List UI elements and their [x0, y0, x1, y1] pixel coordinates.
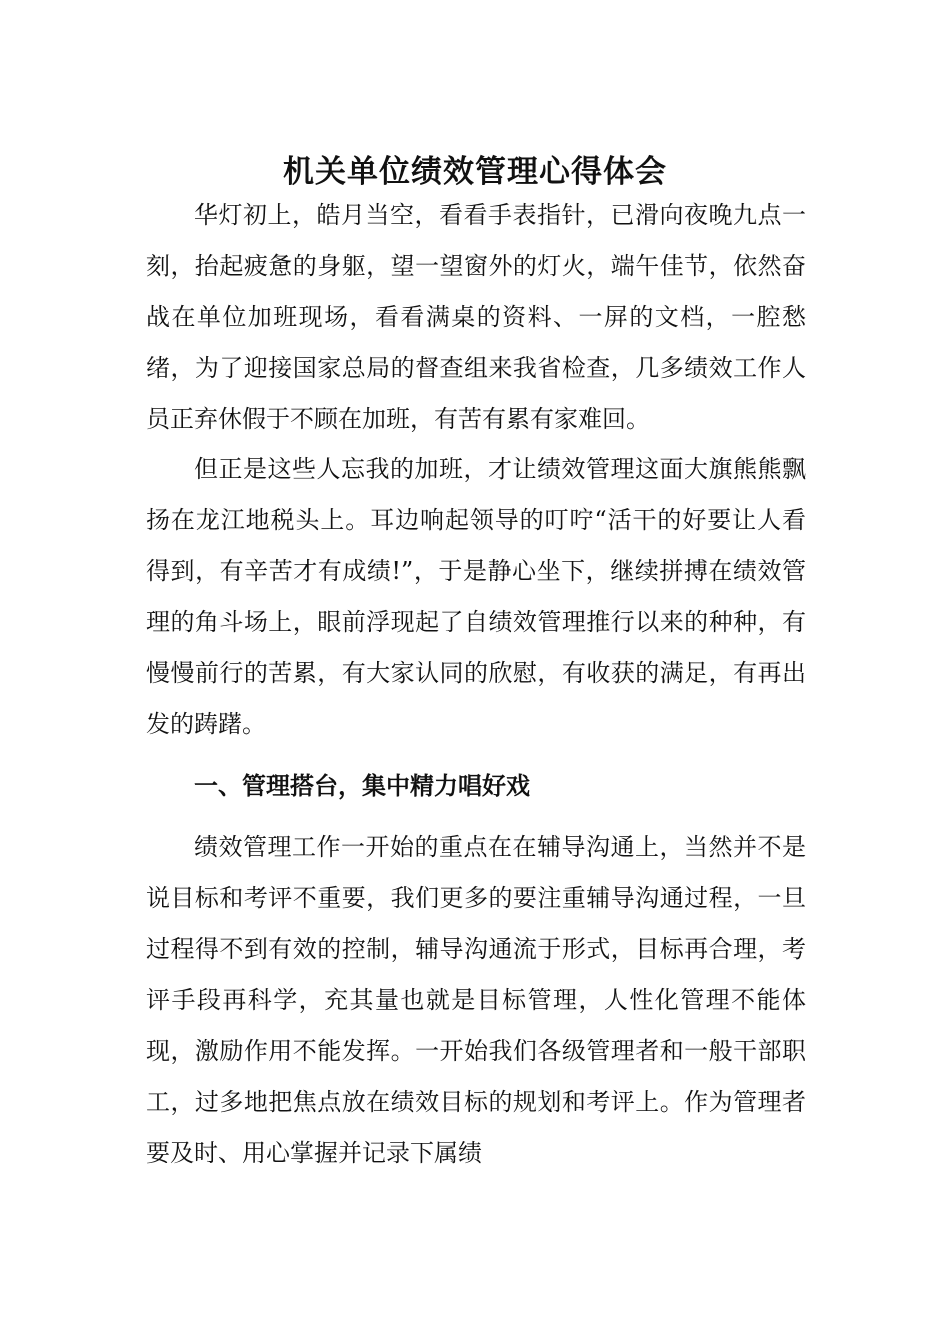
- section-paragraph: 绩效管理工作一开始的重点在在辅导沟通上，当然并不是说目标和考评不重要，我们更多的要注重辅导沟通过程，一旦过程得不到有效的控制，辅导沟通流于形式，目标再合理，考评手段再科学，充其量也就是目标管理，人性化管理不能体现，激励作用不能发挥。一开始我们各级管理者和一般干部职工，过多地把焦点放在绩效目标的规划和考评上。作为管理者要及时、用心掌握并记录下属绩: [146, 833, 806, 1167]
- section-heading: 一、管理搭台，集中精力唱好戏: [194, 771, 530, 800]
- paragraph-intro: 华灯初上，皓月当空，看看手表指针，已滑向夜晚九点一刻，抬起疲惫的身躯，望一望窗外的灯火，端午佳节，依然奋战在单位加班现场，看看满桌的资料、一屏的文档，一腔愁绪，为了迎接国家总局的督查组来我省检查，几多绩效工作人员正弃休假于不顾在加班，有苦有累有家难回。: [146, 201, 806, 433]
- paragraph-second: 但正是这些人忘我的加班，才让绩效管理这面大旗熊熊飘扬在龙江地税头上。耳边响起领导的叮咛“活干的好要让人看得到，有辛苦才有成绩!”，于是静心坐下，继续拼搏在绩效管理的角斗场上，眼前浮现起了自绩效管理推行以来的种种，有慢慢前行的苦累，有大家认同的欣慰，有收获的满足，有再出发的踌躇。: [146, 455, 806, 738]
- document-title: 机关单位绩效管理心得体会: [283, 153, 667, 190]
